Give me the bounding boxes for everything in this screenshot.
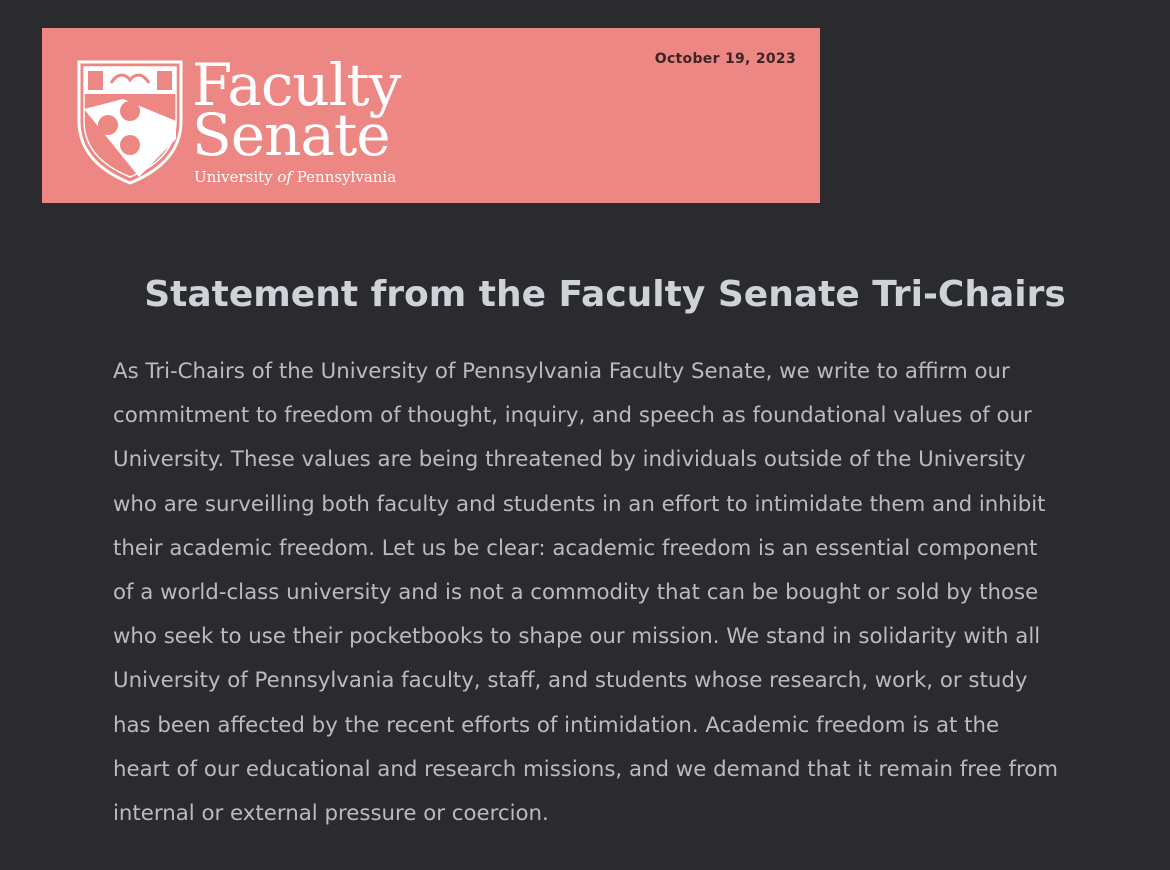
body-line: has been affected by the recent efforts of intimidation. Academic freedom is at the (113, 712, 1000, 738)
faculty-senate-banner (42, 28, 820, 203)
logo-institution-part1: University (194, 168, 278, 186)
body-line: internal or external pressure or coercion. (113, 801, 549, 827)
body-line: commitment to freedom of thought, inquiry, and speech as foundational values of our (113, 403, 1032, 429)
body-line: their academic freedom. Let us be clear: academic freedom is an essential component (113, 535, 1038, 561)
logo-senate-word: Senate (192, 101, 390, 169)
body-line: University. These values are being threatened by individuals outside of the University (113, 447, 1026, 473)
statement-body (113, 350, 1113, 836)
logo-institution-of: of (277, 168, 292, 186)
statement-title: Statement from the Faculty Senate Tri-Chairs (144, 274, 1066, 315)
body-line: who seek to use their pocketbooks to shape our mission. We stand in solidarity with all (113, 624, 1041, 650)
body-line: of a world-class university and is not a commodity that can be bought or sold by those (113, 580, 1039, 606)
penn-shield-icon (75, 59, 185, 185)
logo-faculty-word: Faculty (192, 51, 401, 119)
body-line: As Tri-Chairs of the University of Pennsylvania Faculty Senate, we write to affirm our (113, 359, 1010, 384)
body-line: heart of our educational and research missions, and we demand that it remain free from (113, 756, 1059, 782)
body-line: who are surveilling both faculty and students in an effort to intimidate them and inhibit (113, 491, 1046, 517)
logo-institution-part2: Pennsylvania (291, 168, 397, 186)
logo-institution (194, 168, 396, 186)
body-line: University of Pennsylvania faculty, staff, and students whose research, work, or study (113, 668, 1028, 694)
publication-date: October 19, 2023 (654, 51, 796, 67)
